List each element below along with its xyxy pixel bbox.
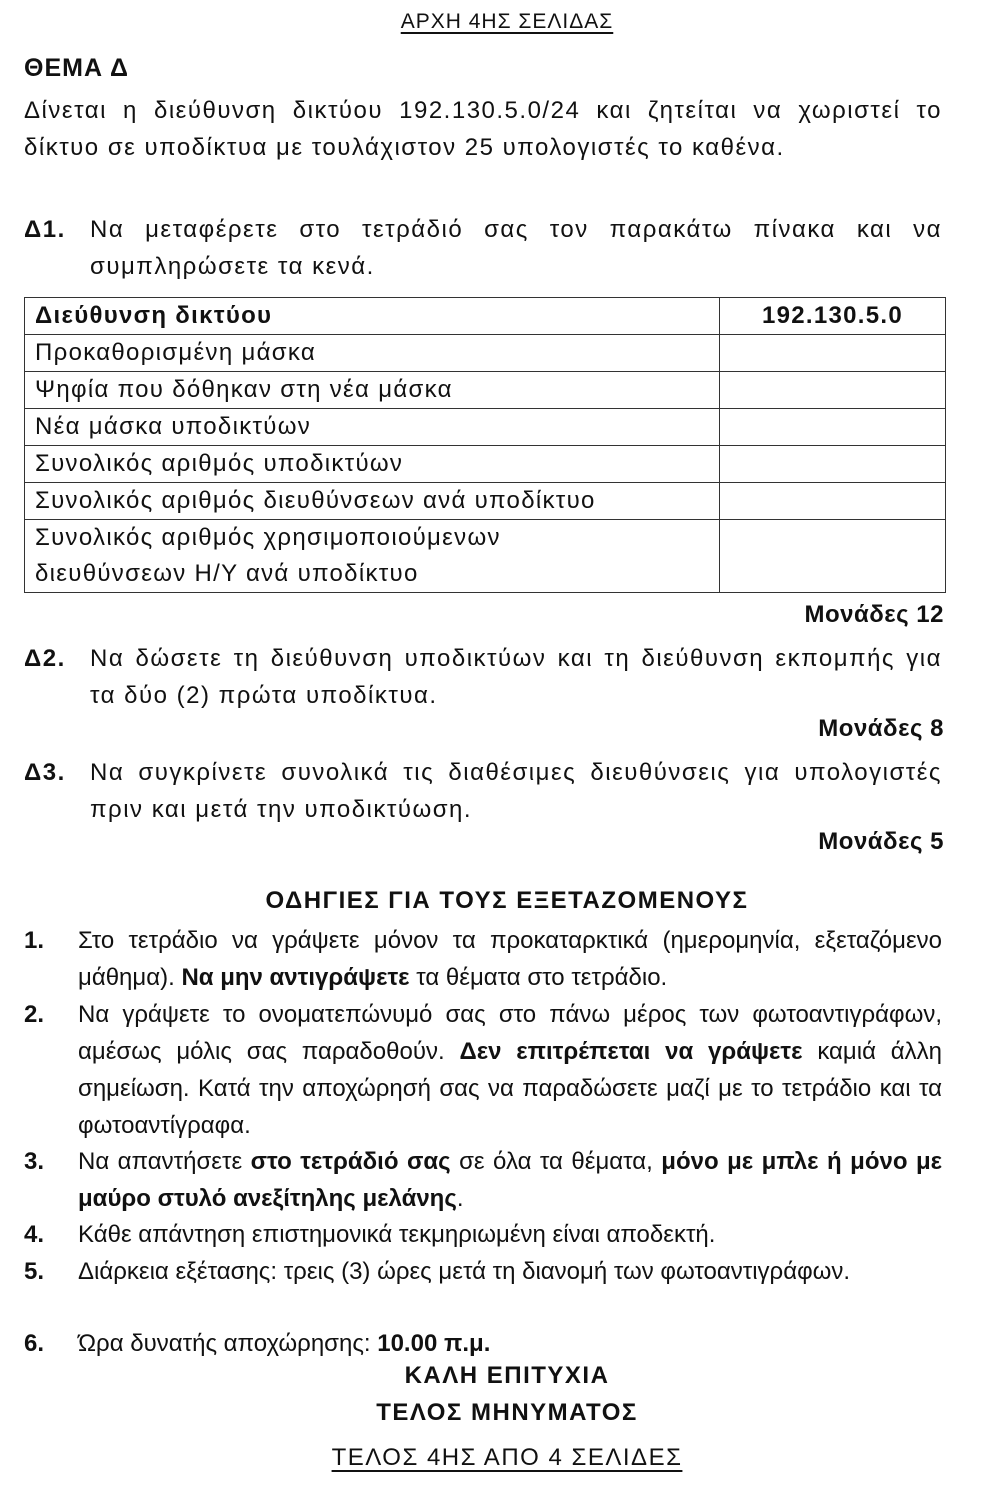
- instruction-number: 4.: [24, 1221, 45, 1248]
- row-value: 192.130.5.0: [720, 298, 946, 335]
- row-value: [720, 372, 946, 409]
- instruction-text: Να γράψετε το ονοματεπώνυμό σας στο πάνω μέρος των φωτοαντιγράφων, αμέσως μόλις σας παραδοθούν. Δεν επιτρέπεται να γράψετε καμιά άλλη σημείωση. Κατά την αποχώρησή σας να παραδώσετε μαζί με το τετράδιο και τα φωτοαντίγραφα.: [78, 1001, 942, 1139]
- row-value: [720, 335, 946, 372]
- instruction-text: Να απαντήσετε στο τετράδιό σας σε όλα τα θέματα, μόνο με μπλε ή μόνο με μαύρο στυλό ανεξίτηλης μελάνης.: [78, 1148, 943, 1212]
- table-row: [25, 483, 946, 520]
- row-label: Προκαθορισμένη μάσκα: [25, 335, 720, 372]
- instruction-number: 1.: [24, 927, 45, 954]
- question-text: Να συγκρίνετε συνολικά τις διαθέσιμες διευθύνσεις για υπολογιστές πριν και μετά την υποδικτύωση.: [90, 759, 942, 823]
- closing-good-luck: ΚΑΛΗ ΕΠΙΤΥΧΙΑ: [404, 1362, 610, 1389]
- table-row: [25, 409, 946, 446]
- question-text: Να δώσετε τη διεύθυνση υποδικτύων και τη διεύθυνση εκπομπής για τα δύο (2) πρώτα υποδίκτυα.: [90, 645, 942, 709]
- instruction-text: Διάρκεια εξέτασης: τρεις (3) ώρες μετά τη διανομή των φωτοαντιγράφων.: [78, 1258, 851, 1285]
- question-number: Δ1.: [24, 216, 66, 243]
- page-footer: ΤΕΛΟΣ 4ΗΣ ΑΠΟ 4 ΣΕΛΙΔΕΣ: [331, 1444, 683, 1471]
- table-row: [25, 372, 946, 409]
- problem-statement: Δίνεται η διεύθυνση δικτύου 192.130.5.0/24 και ζητείται να χωριστεί το δίκτυο σε υποδίκτυα με τουλάχιστον 25 υπολογιστές το καθένα.: [24, 97, 942, 161]
- section-title: ΘΕΜΑ Δ: [24, 54, 129, 82]
- instruction-number: 2.: [24, 1001, 45, 1028]
- instructions-title: ΟΔΗΓΙΕΣ ΓΙΑ ΤΟΥΣ ΕΞΕΤΑΖΟΜΕΝΟΥΣ: [265, 887, 749, 914]
- row-label: Ψηφία που δόθηκαν στη νέα μάσκα: [25, 372, 720, 409]
- closing-end-message: ΤΕΛΟΣ ΜΗΝΥΜΑΤΟΣ: [376, 1399, 638, 1426]
- row-label: Νέα μάσκα υποδικτύων: [25, 409, 720, 446]
- question-text: Να μεταφέρετε στο τετράδιό σας τον παρακάτω πίνακα και να συμπληρώσετε τα κενά.: [90, 216, 942, 280]
- page-header: ΑΡΧΗ 4ΗΣ ΣΕΛΙΔΑΣ: [400, 10, 614, 33]
- row-label: Διεύθυνση δικτύου: [25, 298, 720, 335]
- marks-d2: Μονάδες 8: [818, 715, 944, 742]
- subnet-table: [24, 297, 946, 593]
- table-row: [25, 335, 946, 372]
- row-value: [720, 520, 946, 593]
- row-label: Συνολικός αριθμός διευθύνσεων ανά υποδίκτυο: [25, 483, 720, 520]
- instruction-item: [24, 1325, 942, 1362]
- question-d2: [24, 640, 942, 714]
- instruction-number: 3.: [24, 1148, 45, 1175]
- row-label: Συνολικός αριθμός χρησιμοποιούμενων διευθύνσεων Η/Υ ανά υποδίκτυο: [25, 520, 720, 593]
- table-row: [25, 298, 946, 335]
- instruction-text: Κάθε απάντηση επιστημονικά τεκμηριωμένη είναι αποδεκτή.: [78, 1221, 716, 1248]
- instruction-text: Στο τετράδιο να γράψετε μόνον τα προκαταρκτικά (ημερομηνία, εξεταζόμενο μάθημα). Να μην αντιγράψετε τα θέματα στο τετράδιο.: [78, 927, 942, 991]
- question-number: Δ3.: [24, 759, 66, 786]
- question-number: Δ2.: [24, 645, 66, 672]
- instruction-item: [24, 1253, 942, 1290]
- marks-d1: Μονάδες 12: [804, 601, 944, 628]
- marks-d3: Μονάδες 5: [818, 828, 944, 855]
- instruction-number: 6.: [24, 1330, 45, 1357]
- row-label: Συνολικός αριθμός υποδικτύων: [25, 446, 720, 483]
- row-value: [720, 409, 946, 446]
- instruction-item: [24, 1143, 942, 1217]
- question-d1: [24, 211, 942, 285]
- instruction-item: [24, 996, 942, 1144]
- instruction-item: [24, 1216, 942, 1253]
- table-row: [25, 520, 946, 593]
- instruction-number: 5.: [24, 1258, 45, 1285]
- row-value: [720, 446, 946, 483]
- instruction-item: [24, 922, 942, 996]
- instruction-text: Ώρα δυνατής αποχώρησης: 10.00 π.μ.: [78, 1330, 491, 1357]
- table-row: [25, 446, 946, 483]
- question-d3: [24, 754, 942, 828]
- row-value: [720, 483, 946, 520]
